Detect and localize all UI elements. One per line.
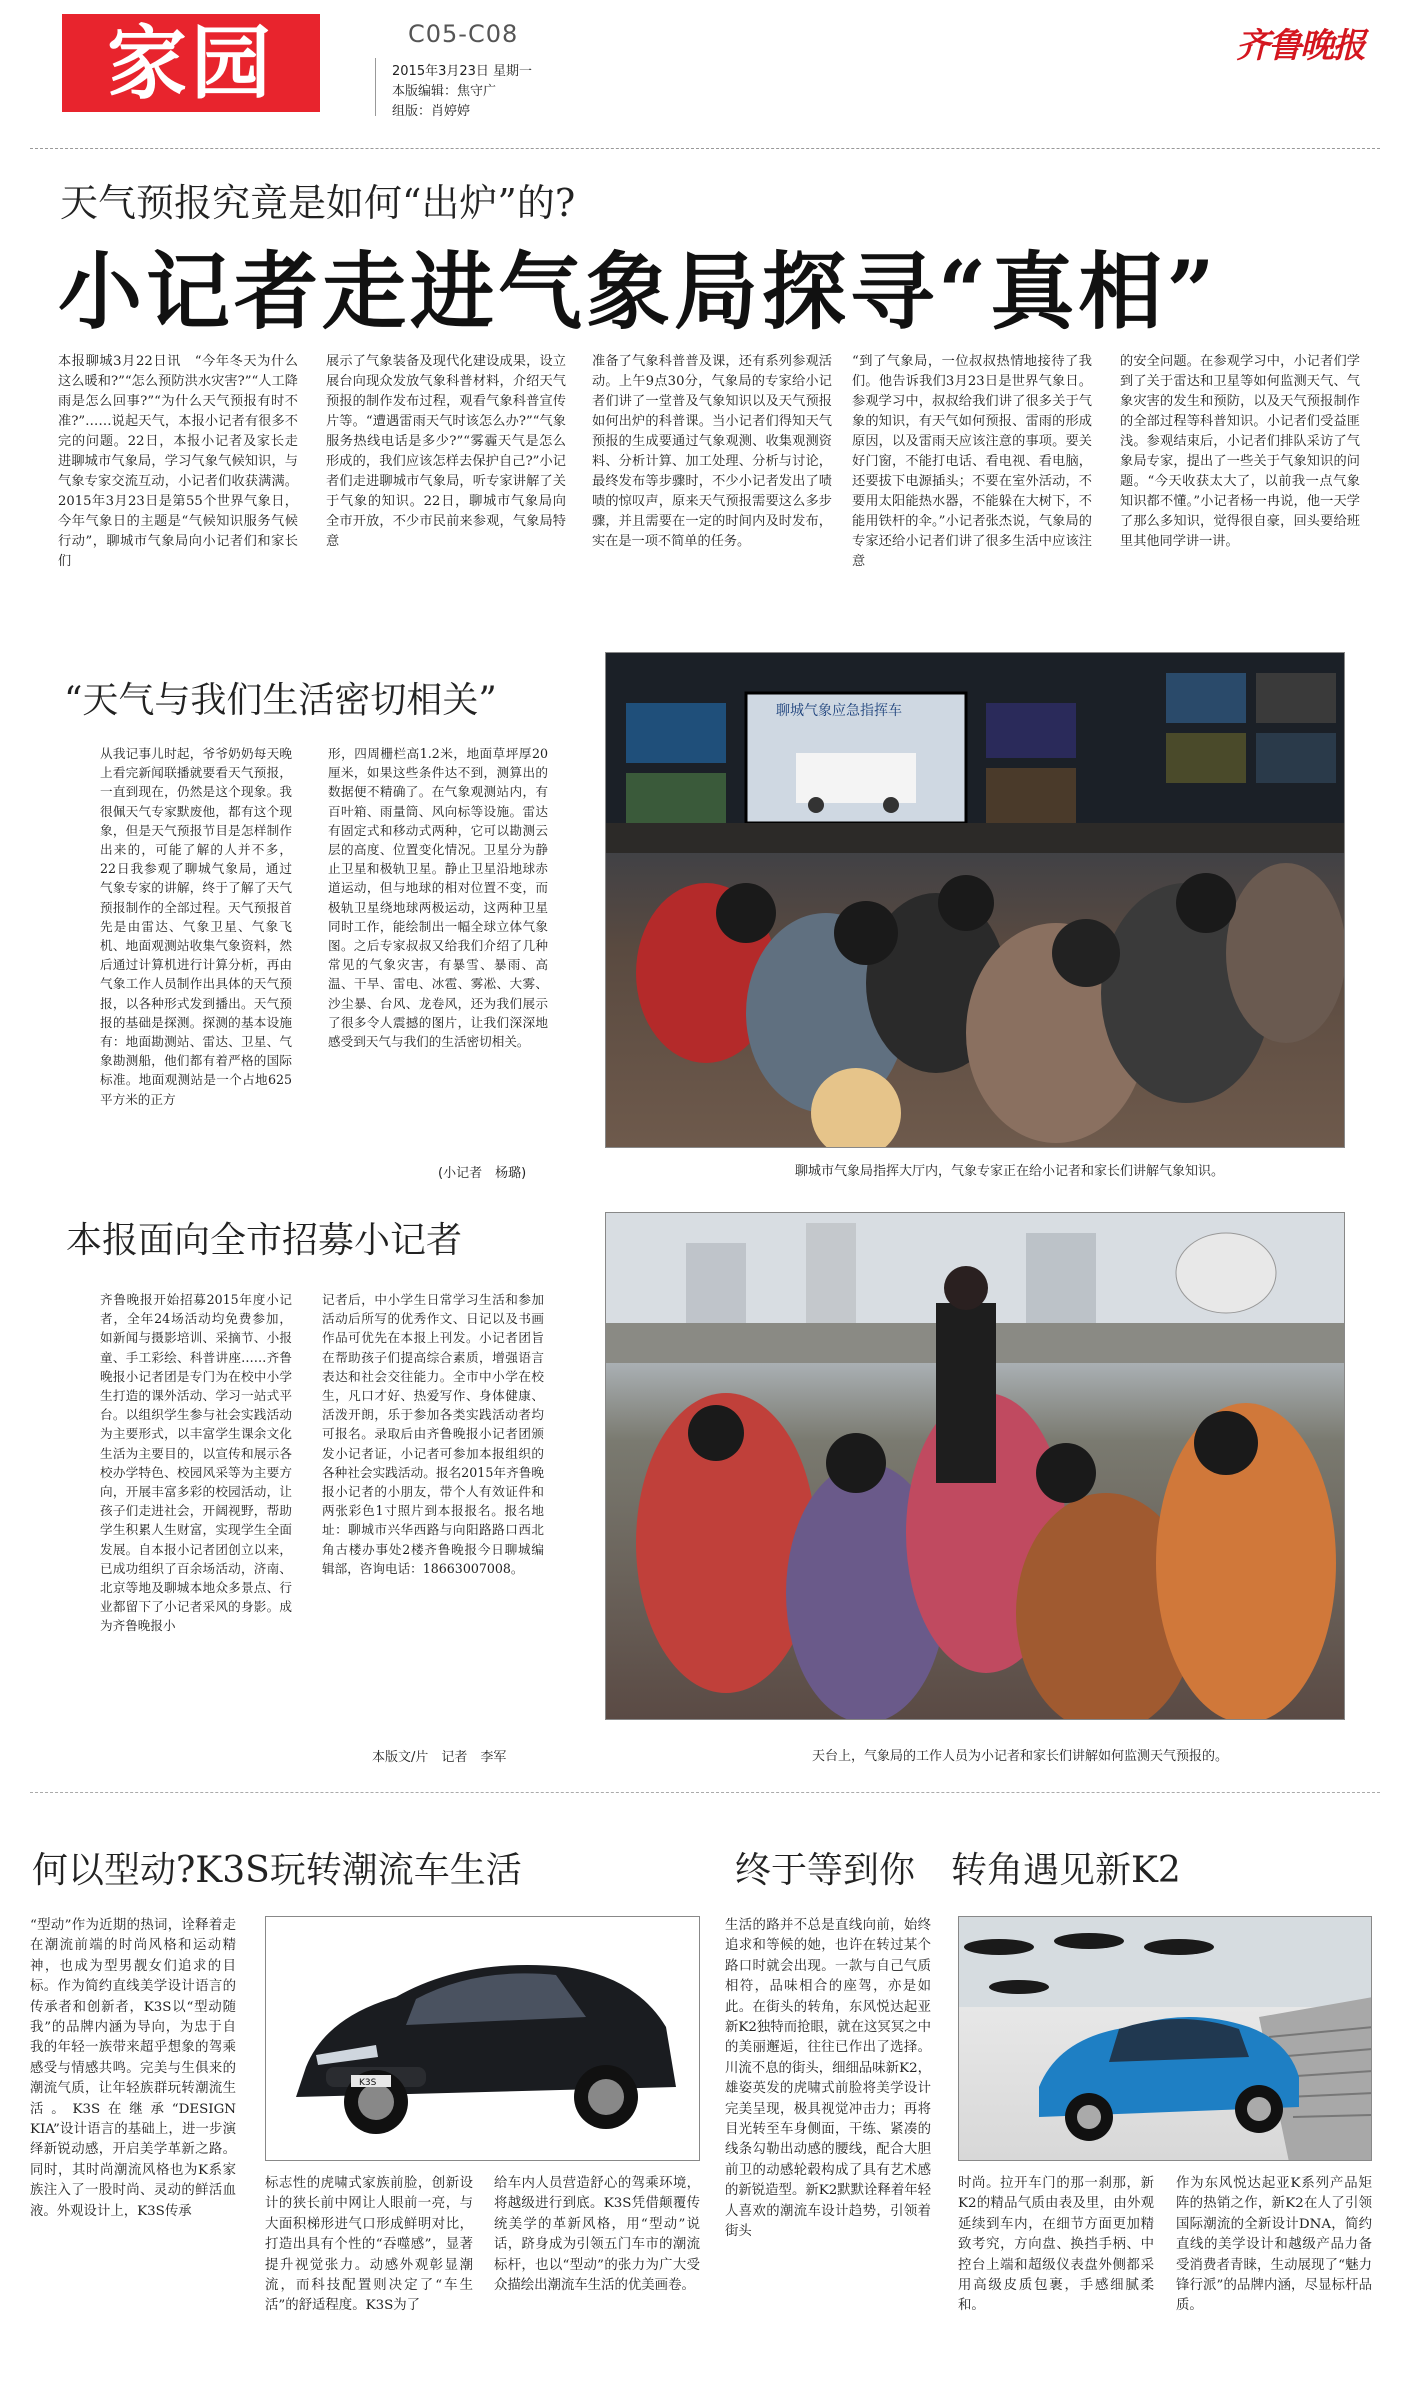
article-kicker: 天气预报究竟是如何“出炉”的?	[60, 181, 576, 225]
section1-column-2: 形，四周栅栏高1.2米，地面草坪厚20厘米，如果这些条件达不到，测算出的数据便不精确了。在气象观测站内，有百叶箱、雨量筒、风向标等设施。雷达有固定式和移动式两种，它可以勘测云层的高度、位置变化情况。卫星分为静止卫星和极轨卫星。静止卫星沿地球赤道运动，但与地球的相对位置不变，而极轨卫星绕地球两极运动，这两种卫星同时工作，能绘制出一幅全球立体气象图。之后专家叔叔又给我们介绍了几种常见的气象灾害，有暴雪、暴雨、高温、干旱、雷电、冰雹、雾凇、大雾、沙尘暴、台风、龙卷风，还为我们展示了很多令人震撼的图片，让我们深深地感受到天气与我们的生活密切相关。	[328, 746, 548, 1050]
editor-credit: 本版编辑：焦守广	[392, 84, 497, 99]
screen-label: 聊城气象应急指挥车	[776, 703, 902, 719]
article-column-1: 本报聊城3月22日讯 “今年冬天为什么这么暖和?”“怎么预防洪水灾害?”“人工降雨是怎么回事?”“为什么天气预报有时不准?”……说起天气，本报小记者有很多不完的问题。22日，本报小记者及家长走进聊城市气象局，学习气象气候知识，与气象专家交流互动，小记者们收获满满。2015年3月23日是第55个世界气象日，今年气象日的主题是“气候知识服务气候行动”，聊城市气象局向小记者们和家长们	[58, 354, 298, 569]
car-k3s-graphic	[266, 1917, 700, 2161]
advert-divider	[30, 1792, 1380, 1793]
photo-k3s-car	[265, 1916, 700, 2161]
car-k3s-badge: K3S	[359, 2078, 377, 2088]
photo-rooftop	[605, 1212, 1345, 1720]
ad-right-title: 终于等到你 转角遇见新K2	[735, 1850, 1181, 1891]
section2-column-1: 齐鲁晚报开始招募2015年度小记者，全年24场活动均免费参加，如新闻与摄影培训、采摘节、小报童、手工彩绘、科普讲座……齐鲁晚报小记者团是专门为在校中小学生打造的课外活动、学习一站式平台。以组织学生参与社会实践活动为主要形式，以丰富学生课余文化生活为主要目的，以宣传和展示各校办学特色、校园风采等为主要方向，开展丰富多彩的校园活动，让孩子们走进社会，开阔视野，帮助学生积累人生财富，实现学生全面发展。自本报小记者团创立以来，已成功组织了百余场活动，济南、北京等地及聊城本地众多景点、行业都留下了小记者采风的身影。成为齐鲁晚报小	[100, 1292, 292, 1634]
section1-title: “天气与我们生活密切相关”	[64, 680, 497, 721]
masthead-divider	[375, 58, 376, 116]
issue-date: 2015年3月23日 星期一	[392, 64, 533, 79]
layout-credit: 组版：肖婷婷	[392, 104, 471, 119]
car-k2-graphic	[959, 1917, 1372, 2161]
ad-left-title: 何以型动?K3S玩转潮流车生活	[32, 1850, 522, 1891]
section1-byline: (小记者 杨璐)	[438, 1166, 527, 1181]
photo-rooftop-graphic	[606, 1213, 1345, 1720]
article-column-5: 的安全问题。在参观学习中，小记者们学到了关于雷达和卫星等如何监测天气、气象灾害的发生和预防，以及天气预报制作的全部过程等科普知识。小记者们受益匪浅。参观结束后，小记者们排队采访了气象局专家，提出了一些关于气象知识的问题。“今天收获太大了，以前我一点气象知识都不懂。”小记者杨一冉说，他一天学了那么多知识，觉得很自豪，回头要给班里其他同学讲一讲。	[1120, 354, 1360, 549]
page-range: C05-C08	[408, 20, 519, 48]
section1-column-1: 从我记事儿时起，爷爷奶奶每天晚上看完新闻联播就要看天气预报，一直到现在，仍然是这个现象。我很佩天气专家默废他，都有这个现象，但是天气预报节目是怎样制作出来的，可能了解的人并不多，22日我参观了聊城气象局，通过气象专家的讲解，终于了解了天气预报制作的全部过程。天气预报首先是由雷达、气象卫星、气象飞机、地面观测站收集气象资料，然后通过计算机进行计算分析，再由气象工作人员制作出具体的天气预报，以各种形式发到播出。天气预报的基础是探测。探测的基本设施有：地面勘测站、雷达、卫星、气象勘测船，他们都有着严格的国际标准。地面观测站是一个占地625平方米的正方	[100, 746, 292, 1107]
ad-left-column-1: “型动”作为近期的热词，诠释着走在潮流前端的时尚风格和运动精神，也成为型男靓女们追求的目标。作为简约直线美学设计语言的传承者和创新者，K3S以“型动随我”的品牌内涵为导向，为忠于自我的年轻一族带来超乎想象的驾乘感受与情感共鸣。完美与生俱来的潮流气质，让年轻族群玩转潮流生活。K3S在继承“DESIGN KIA”设计语言的基础上，进一步演绎新锐动感，开启美学革新之路。同时，其时尚潮流风格也为K系家族注入了一股时尚、灵动的鲜活血液。外观设计上，K3S传承	[30, 1918, 236, 2219]
ad-right-column-2: 时尚。拉开车门的那一刹那，新K2的精品气质由表及里，由外观延续到车内，在细节方面更加精致考究，方向盘、换挡手柄、中控台上端和超级仪表盘外侧都采用高级皮质包裹，手感细腻柔和。	[958, 2176, 1154, 2314]
article-column-3: 准备了气象科普普及课，还有系列参观活动。上午9点30分，气象局的专家给小记者们讲了一堂普及气象知识以及天气预报如何出炉的科普课。当小记者们得知天气预报的生成要通过气象观测、收集观测资料、分析计算、加工处理、分析与讨论，最终发布等步骤时，不少小记者发出了啧啧的惊叹声，原来天气预报需要这么多步骤，并且需要在一定的时间内及时发布，实在是一项不简单的任务。	[592, 354, 832, 549]
ad-right-column-1: 生活的路并不总是直线向前，始终追求和等候的她，也许在转过某个路口时就会出现。一款与自己气质相符，品味相合的座驾，亦是如此。在街头的转角，东风悦达起亚新K2独特而抢眼，就在这冥冥之中的美丽邂逅，往往已作出了选择。川流不息的街头，细细品味新K2，雄姿英发的虎啸式前脸将美学设计完美呈现，极具视觉冲击力；再将目光转至车身侧面，干练、紧凑的线条勾勒出动感的腰线，配合大胆前卫的动感轮毂构成了具有艺术感的新锐造型。新K2默默诠释着年轻人喜欢的潮流车设计趋势，引领着街头	[725, 1918, 931, 2240]
newspaper-logo: 齐鲁晚报	[1236, 26, 1364, 66]
ad-right-column-3: 作为东风悦达起亚K系列产品矩阵的热销之作，新K2在人了引领国际潮流的全新设计DNA，简约直线的美学设计和越级产品力备受消费者青睐，生动展现了“魅力锋行派”的品牌内涵，尽显标杆品质。	[1176, 2176, 1372, 2314]
section2-title: 本报面向全市招募小记者	[66, 1220, 463, 1261]
photo-command-hall-caption: 聊城市气象局指挥大厅内，气象专家正在给小记者和家长们讲解气象知识。	[795, 1164, 1225, 1179]
top-rule	[30, 148, 1380, 149]
article-headline: 小记者走进气象局探寻“真相”	[58, 242, 1219, 341]
ad-left-column-2: 标志性的虎啸式家族前脸，创新设计的狭长前中网让人眼前一亮，与大面积梯形进气口形成鲜明对比，打造出具有个性的“吞噬感”，显著提升视觉张力。动感外观彰显潮流，而科技配置则决定了“车生活”的舒适程度。K3S为了	[265, 2176, 473, 2314]
photo-command-hall	[605, 652, 1345, 1148]
section-title: 家园	[107, 16, 275, 110]
photo-command-hall-graphic	[606, 653, 1345, 1148]
section2-byline: 本版文/片 记者 李军	[372, 1750, 507, 1765]
article-column-4: “到了气象局，一位叔叔热情地接待了我们。他告诉我们3月23日是世界气象日。参观学习中，叔叔给我们讲了很多关于气象的知识，有天气如何预报、雷雨的形成原因，以及雷雨天应该注意的事项。要关好门窗，不能打电话、看电视、看电脑，还要拔下电源插头；不要在室外活动，不要用太阳能热水器，不能躲在大树下，不能用铁杆的伞。”小记者张杰说，气象局的专家还给小记者们讲了很多生活中应该注意	[852, 354, 1092, 569]
photo-rooftop-caption: 天台上，气象局的工作人员为小记者和家长们讲解如何监测天气预报的。	[812, 1749, 1229, 1764]
ad-left-column-3: 给车内人员营造舒心的驾乘环境，将越级进行到底。K3S凭借颠覆传统美学的革新风格，用“型动”说话，跻身成为引领五门车市的潮流标杆，也以“型动”的张力为广大受众描绘出潮流车生活的优美画卷。	[494, 2176, 700, 2294]
photo-k2-car	[958, 1916, 1372, 2161]
section2-column-2: 记者后，中小学生日常学习生活和参加活动后所写的优秀作文、日记以及书画作品可优先在本报上刊发。小记者团旨在帮助孩子们提高综合素质，增强语言表达和社会交往能力。全市中小学在校生，凡口才好、热爱写作、身体健康、活泼开朗，乐于参加各类实践活动者均可报名。录取后由齐鲁晚报小记者团颁发小记者证，小记者可参加本报组织的各种社会实践活动。报名2015年齐鲁晚报小记者的小朋友，带个人有效证件和两张彩色1寸照片到本报报名。报名地址：聊城市兴华西路与向阳路路口西北角古楼办事处2楼齐鲁晚报今日聊城编辑部，咨询电话：18663007008。	[322, 1292, 544, 1576]
article-column-2: 展示了气象装备及现代化建设成果，设立展台向现众发放气象科普材料，介绍天气预报的制作发布过程，观看气象科普宣传片等。“遭遇雷雨天气时该怎么办?”“气象服务热线电话是多少?”“雾霾天气是怎么形成的，我们应该怎样去保护自己?”小记者们走进聊城市气象局，听专家讲解了关于气象的知识。22日，聊城市气象局向全市开放，不少市民前来参观，气象局特意	[326, 354, 566, 549]
